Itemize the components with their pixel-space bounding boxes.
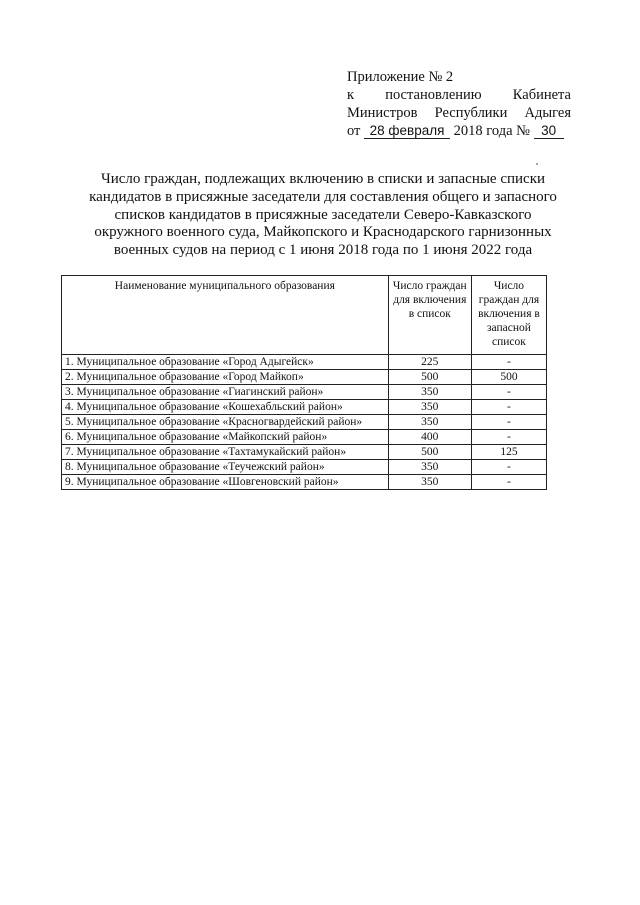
header-count: Число граждан для включения в список: [388, 276, 471, 355]
date-prefix: от: [347, 123, 361, 139]
municipality-name: 2. Муниципальное образование «Город Майкоп»: [62, 370, 389, 385]
appendix-line-resolution: [347, 86, 571, 104]
citizen-count: 500: [388, 445, 471, 460]
reserve-count: 500: [471, 370, 546, 385]
municipality-name: 9. Муниципальное образование «Шовгеновский район»: [62, 475, 389, 490]
appendix-word: Республики: [434, 105, 508, 121]
scan-speck: [536, 163, 538, 165]
reserve-count: -: [471, 385, 546, 400]
table-row: [62, 400, 547, 415]
municipality-name: 3. Муниципальное образование «Гиагинский район»: [62, 385, 389, 400]
title-line: Число граждан, подлежащих включению в списки и запасные списки: [100, 171, 546, 187]
municipality-name: 5. Муниципальное образование «Красногвардейский район»: [62, 415, 389, 430]
handwritten-date: 28 февраля: [364, 124, 450, 139]
citizen-count: 350: [388, 460, 471, 475]
table-row: [62, 385, 547, 400]
citizen-count: 350: [388, 415, 471, 430]
table-header-row: [62, 276, 547, 355]
header-reserve: Число граждан для включения в запасной список: [471, 276, 546, 355]
reserve-count: 125: [471, 445, 546, 460]
appendix-line-ministers: [347, 104, 571, 122]
table-row: [62, 460, 547, 475]
appendix-word: Кабинета: [512, 87, 571, 103]
reserve-count: -: [471, 430, 546, 445]
municipality-name: 4. Муниципальное образование «Кошехабльский район»: [62, 400, 389, 415]
citizen-count: 400: [388, 430, 471, 445]
reserve-count: -: [471, 355, 546, 370]
table-row: [62, 370, 547, 385]
header-municipality: Наименование муниципального образования: [62, 276, 389, 355]
document-title: [60, 171, 586, 260]
year-number-text: 2018 года №: [453, 123, 530, 139]
title-line: кандидатов в присяжные заседатели для составления общего и запасного: [89, 188, 557, 205]
table-row: [62, 430, 547, 445]
municipality-name: 6. Муниципальное образование «Майкопский район»: [62, 430, 389, 445]
reserve-count: -: [471, 415, 546, 430]
citizens-table: [61, 275, 547, 490]
title-line: списков кандидатов в присяжные заседатели Северо-Кавказского: [114, 206, 532, 223]
table-row: [62, 415, 547, 430]
reserve-count: -: [471, 400, 546, 415]
reserve-count: -: [471, 460, 546, 475]
title-line: окружного военного суда, Майкопского и Краснодарского гарнизонных: [94, 224, 552, 241]
citizen-count: 350: [388, 400, 471, 415]
title-line: военных судов на период с 1 июня 2018 года по 1 июня 2022 года: [113, 242, 533, 259]
citizen-count: 225: [388, 355, 471, 370]
municipality-name: 7. Муниципальное образование «Тахтамукайский район»: [62, 445, 389, 460]
reserve-count: -: [471, 475, 546, 490]
appendix-word: к: [347, 87, 355, 103]
appendix-block: [347, 68, 571, 140]
table-row: [62, 445, 547, 460]
table-row: [62, 355, 547, 370]
citizen-count: 500: [388, 370, 471, 385]
table-row: [62, 475, 547, 490]
appendix-title: Приложение № 2: [347, 69, 454, 85]
handwritten-number: 30: [534, 124, 564, 139]
citizen-count: 350: [388, 475, 471, 490]
appendix-word: постановлению: [385, 87, 482, 103]
municipality-name: 1. Муниципальное образование «Город Адыгейск»: [62, 355, 389, 370]
municipality-name: 8. Муниципальное образование «Теучежский район»: [62, 460, 389, 475]
appendix-date-line: [347, 122, 571, 140]
appendix-word: Адыгея: [524, 105, 571, 121]
citizen-count: 350: [388, 385, 471, 400]
appendix-word: Министров: [347, 105, 418, 121]
